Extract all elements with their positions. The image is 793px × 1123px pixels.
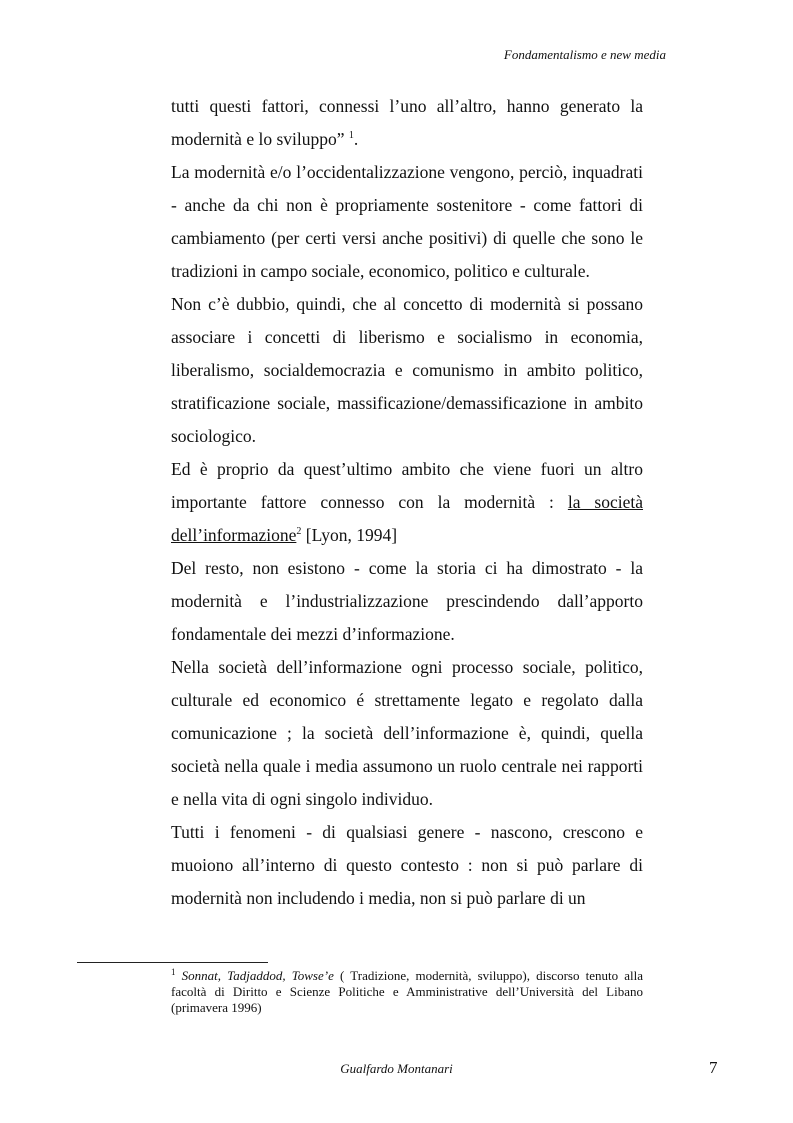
- citation: [Lyon, 1994]: [305, 525, 398, 545]
- footnote-number: 1: [171, 967, 176, 977]
- footnote-ref-2[interactable]: 2: [296, 526, 302, 537]
- paragraph-4: Ed è proprio da quest’ultimo ambito che viene fuori un altro importante fattore connesso con la modernità : la società dell’informazione$^2$ [Lyon, 1994]: [171, 459, 644, 545]
- paragraph-1: tutti questi fattori, connessi l’uno all’altro, hanno generato la modernità e lo sviluppo” $^1$.: [171, 96, 643, 149]
- footnote: [171, 968, 643, 1016]
- footnote-divider: [77, 962, 268, 963]
- main-text: [171, 90, 643, 915]
- paragraph-2: La modernità e/o l’occidentalizzazione vengono, perciò, inquadrati - anche da chi non è propriamente sostenitore - come fattori di cambiamento (per certi versi anche positivi) di quelle che sono le tradizioni in campo sociale, economico, politico e culturale.: [171, 162, 643, 281]
- footnote-title: Sonnat, Tadjaddod, Towse’e: [181, 968, 334, 983]
- footnote-text: ( Tradizione, modernità, sviluppo), discorso tenuto alla facoltà di Diritto e Scienze Politiche e Amministrative dell’Università del Libano (primavera 1996): [171, 968, 644, 1015]
- running-header: Fondamentalismo e new media: [503, 47, 666, 62]
- footnote-ref-1[interactable]: 1: [348, 130, 354, 141]
- page-number: 7: [709, 1058, 718, 1077]
- footer-author: Gualfardo Montanari: [340, 1061, 453, 1076]
- paragraph-3: Non c’è dubbio, quindi, che al concetto di modernità si possano associare i concetti di liberismo e socialismo in economia, liberalismo, socialdemocrazia e comunismo in ambito politico, stratificazione sociale, massificazione/demassificazione in ambito sociologico.: [171, 294, 643, 446]
- paragraph-7: Tutti i fenomeni - di qualsiasi genere - nascono, crescono e muoiono all’interno di questo contesto : non si può parlare di modernità non includendo i media, non si può parlare di un: [171, 822, 643, 908]
- paragraph-5: Del resto, non esistono - come la storia ci ha dimostrato - la modernità e l’industrializzazione prescindendo dall’apporto fondamentale dei mezzi d’informazione.: [171, 558, 643, 644]
- paragraph-6: Nella società dell’informazione ogni processo sociale, politico, culturale ed economico é strettamente legato e regolato dalla comunicazione ; la società dell’informazione è, quindi, quella società nella quale i media assumono un ruolo centrale nei rapporti e nella vita di ogni singolo individuo.: [171, 657, 643, 809]
- underlined-term: la società dell’informazione: [171, 492, 644, 545]
